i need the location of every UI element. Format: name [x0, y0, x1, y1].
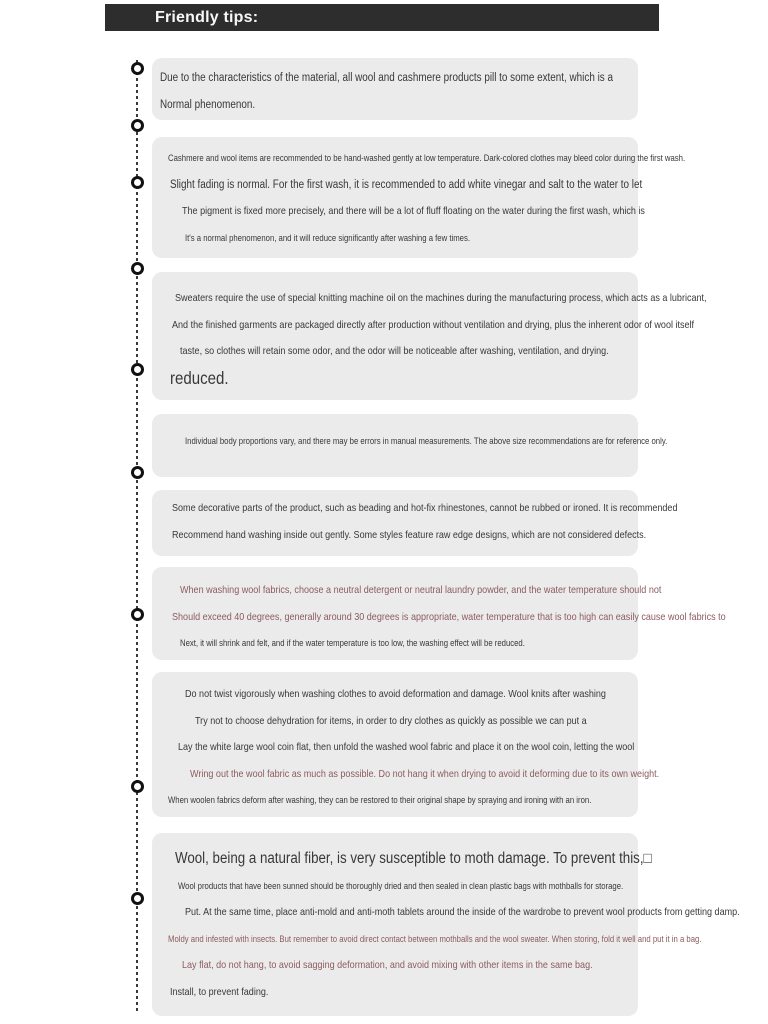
tip-line: Slight fading is normal. For the first wash, it is recommended to add white vinegar and salt to the water to let: [170, 178, 643, 191]
tip-block-drying: [152, 672, 660, 817]
tip-line: Cashmere and wool items are recommended to be hand-washed gently at low temperature. Dark-colored clothes may bleed color during the first wash.: [168, 153, 686, 163]
tip-line: Put. At the same time, place anti-mold and anti-moth tablets around the inside of the wardrobe to prevent wool products from getting damp.: [185, 906, 740, 918]
timeline-dot: [131, 466, 144, 479]
tip-line: Try not to choose dehydration for items, in order to dry clothes as quickly as possible we can put a: [195, 714, 587, 727]
tip-line: Wring out the wool fabric as much as possible. Do not hang it when drying to avoid it deforming due to its own weight.: [190, 767, 660, 780]
timeline-line: [136, 60, 138, 1012]
tip-line: Individual body proportions vary, and there may be errors in manual measurements. The above size recommendations are for reference only.: [185, 436, 668, 446]
tip-line: Due to the characteristics of the material, all wool and cashmere products pill to some extent, which is a: [160, 72, 613, 84]
tip-line: And the finished garments are packaged directly after production without ventilation and drying, plus the inherent odor of wool itself: [172, 318, 695, 331]
header-bar: [105, 4, 659, 31]
timeline-dot: [131, 62, 144, 75]
tip-line: Normal phenomenon.: [160, 98, 256, 111]
tip-line: Do not twist vigorously when washing clothes to avoid deformation and damage. Wool knits after washing: [185, 688, 606, 700]
timeline-dot: [131, 119, 144, 132]
tip-line: reduced.: [170, 367, 229, 388]
timeline-dot: [131, 892, 144, 905]
tip-block-temperature: [152, 567, 726, 660]
tip-line: Lay flat, do not hang, to avoid sagging deformation, and avoid mixing with other items in the same bag.: [182, 959, 593, 971]
timeline-dot: [131, 363, 144, 376]
tip-line: Should exceed 40 degrees, generally around 30 degrees is appropriate, water temperature that is too high can easily cause wool fabrics to: [172, 610, 726, 623]
tip-line: Next, it will shrink and felt, and if the water temperature is too low, the washing effect will be reduced.: [180, 638, 525, 648]
tip-block-storage: [152, 833, 740, 1016]
tip-line: taste, so clothes will retain some odor, and the odor will be noticeable after washing, ventilation, and drying.: [180, 345, 609, 357]
timeline-dot: [131, 608, 144, 621]
tip-block-sizing: [152, 414, 668, 477]
tip-line: It's a normal phenomenon, and it will reduce significantly after washing a few times.: [185, 232, 470, 243]
tip-block-pilling: [152, 58, 638, 120]
tip-line: Wool, being a natural fiber, is very susceptible to moth damage. To prevent this,□: [175, 850, 652, 867]
tip-line: Lay the white large wool coin flat, then unfold the washed wool fabric and place it on the wool coin, letting the wool: [178, 741, 635, 753]
tip-block-decorative: [152, 490, 678, 556]
tip-line: Sweaters require the use of special knitting machine oil on the machines during the manufacturing process, which acts as a lubricant,: [175, 292, 707, 304]
timeline-dot: [131, 262, 144, 275]
tip-line: Some decorative parts of the product, such as beading and hot-fix rhinestones, cannot be rubbed or ironed. It is recommended: [172, 502, 678, 514]
tip-line: Recommend hand washing inside out gently. Some styles feature raw edge designs, which are not considered defects.: [172, 528, 647, 541]
tip-line: Install, to prevent fading.: [170, 985, 269, 998]
timeline-dot: [131, 780, 144, 793]
tip-line: When woolen fabrics deform after washing, they can be restored to their original shape by spraying and ironing with an iron.: [168, 795, 592, 805]
tip-block-washing-fading: [152, 137, 686, 258]
tip-line: Wool products that have been sunned should be thoroughly dried and then sealed in clean plastic bags with mothballs for storage.: [178, 880, 624, 891]
tip-line: Moldy and infested with insects. But remember to avoid direct contact between mothballs and the wool sweater. When storing, fold it well and put it in a bag.: [168, 933, 702, 944]
page-title: Friendly tips:: [155, 9, 259, 26]
tip-line: The pigment is fixed more precisely, and there will be a lot of fluff floating on the water during the first wash, which is: [182, 205, 645, 217]
timeline-dot: [131, 176, 144, 189]
tip-block-odor: [152, 272, 707, 400]
tip-line: When washing wool fabrics, choose a neutral detergent or neutral laundry powder, and the water temperature should not: [180, 584, 662, 596]
